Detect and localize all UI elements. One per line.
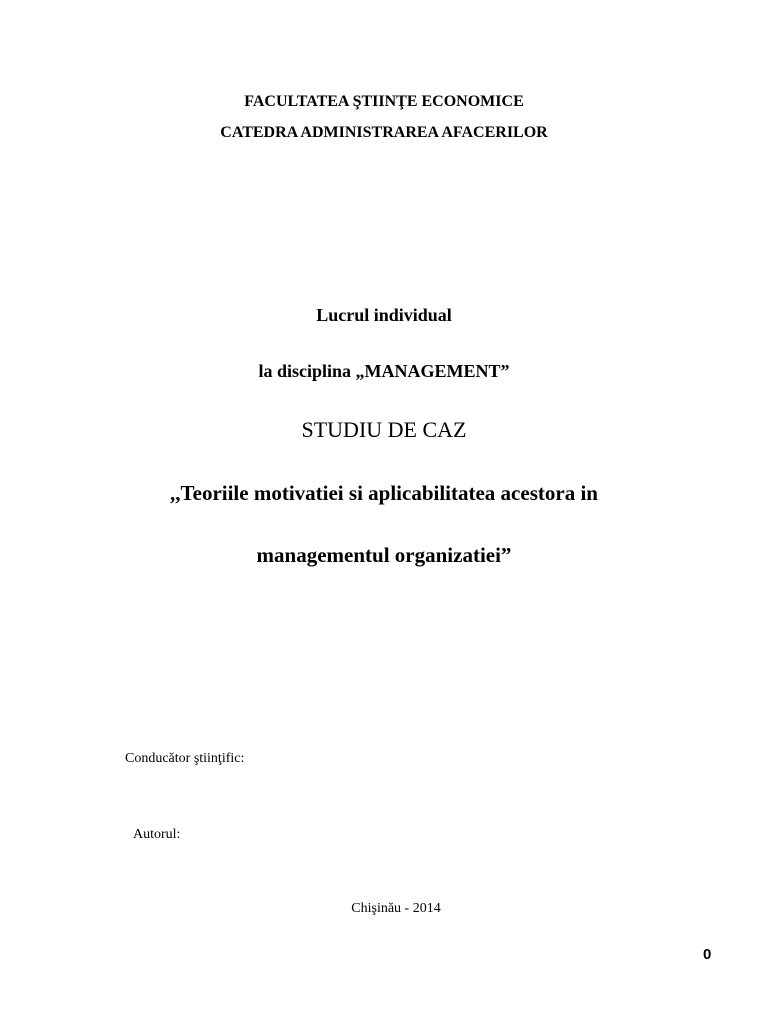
discipline-title: la disciplina „MANAGEMENT” [258,361,510,381]
department-heading: CATEDRA ADMINISTRAREA AFACERILOR [220,124,548,141]
supervisor-label: Conducător ştiinţific: [125,751,245,766]
faculty-heading: FACULTATEA ŞTIINŢE ECONOMICE [244,93,524,110]
topic-title-line-2: managementul organizatiei” [256,543,512,567]
place-year: Chişinău - 2014 [351,901,441,916]
page-number: 0 [703,946,712,963]
author-label: Autorul: [133,827,181,842]
case-study-title: STUDIU DE CAZ [301,417,467,442]
work-type-title: Lucrul individual [316,305,452,325]
topic-title-line-1: ,,Teoriile motivatiei si aplicabilitatea acestora in [170,481,598,505]
